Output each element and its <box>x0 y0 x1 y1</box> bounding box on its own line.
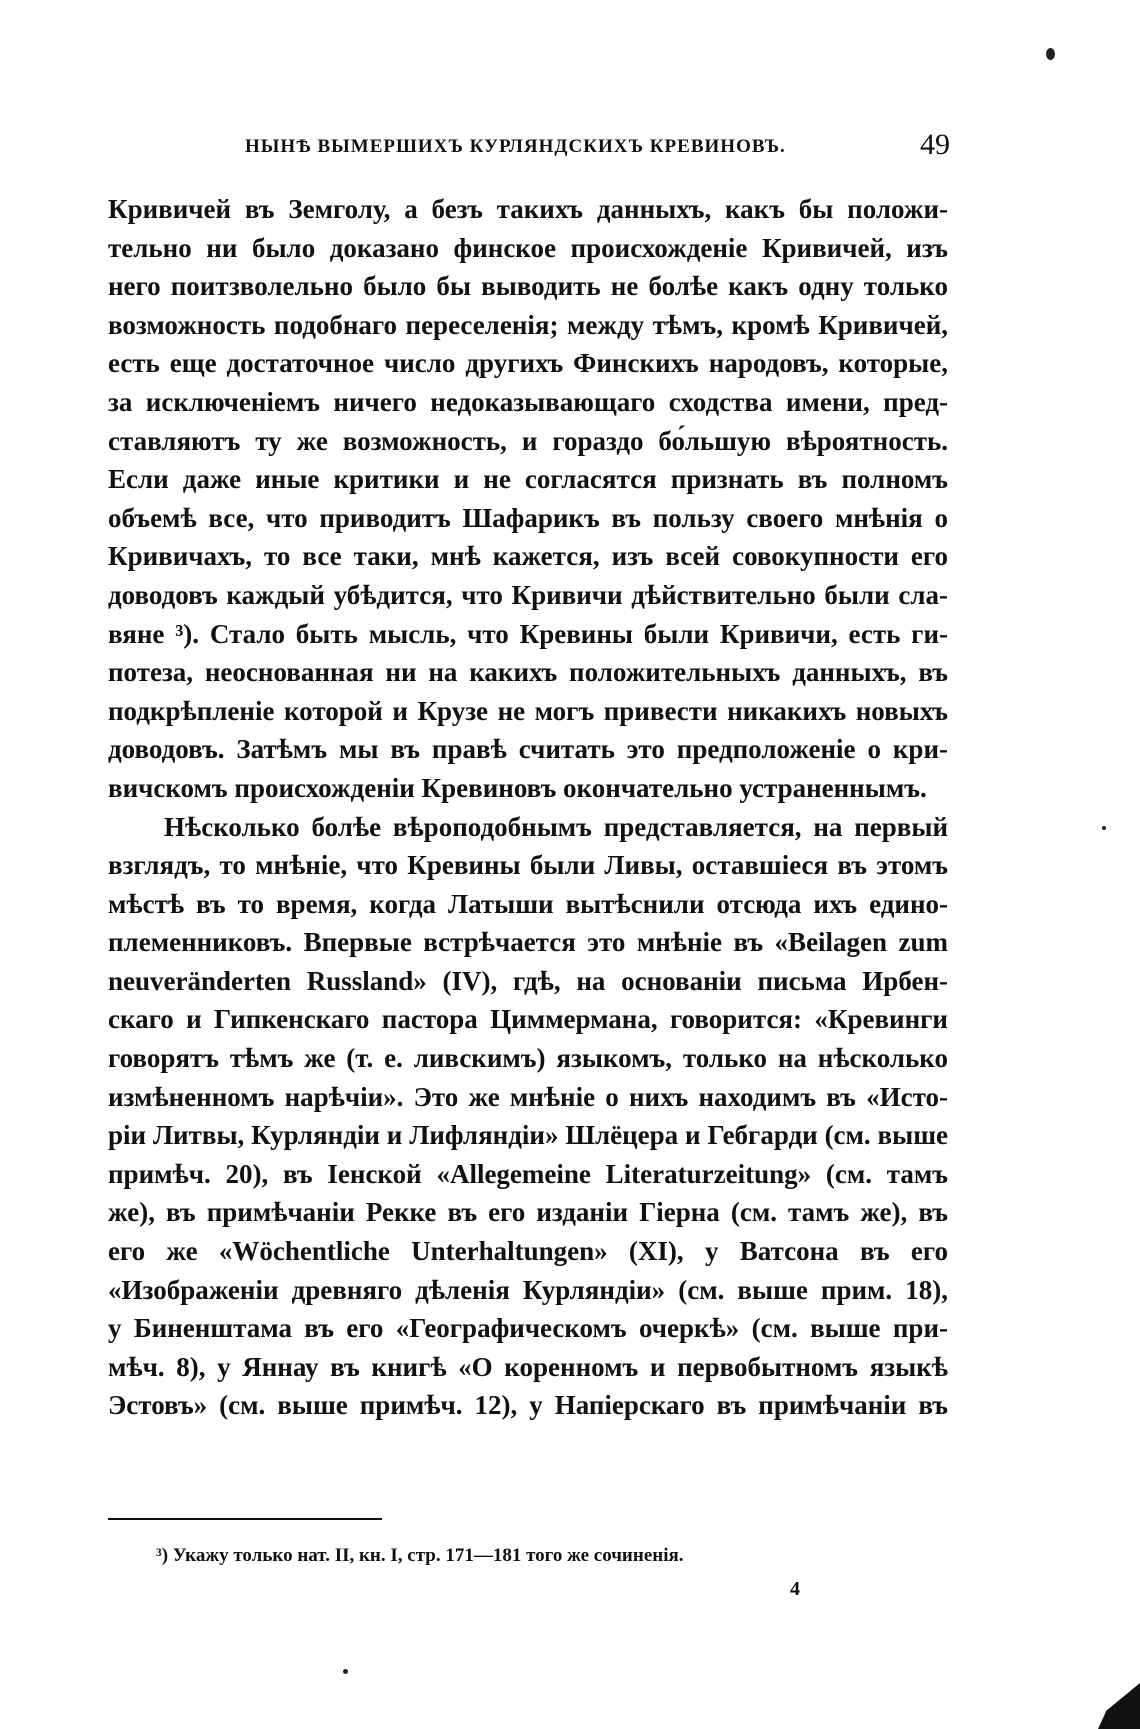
text-line: доводовъ каждый убѣдится, что Кривичи дѣйствительно были сла- <box>108 579 948 610</box>
text-line: говорятъ тѣмъ же (т. е. ливскимъ) языкомъ, только на нѣсколько <box>108 1043 948 1074</box>
text-line: Кривичей въ Земголу, а безъ такихъ данныхъ, какъ бы положи- <box>108 194 948 224</box>
text-line: «Изображеніи древняго дѣленія Курляндіи» (см. выше прим. 18), <box>108 1274 948 1305</box>
text-line: neuveränderten Russland» (IV), гдѣ, на основаніи письма Ирбен- <box>108 965 948 996</box>
body-text <box>108 190 948 1425</box>
paragraph-first-line: Нѣсколько болѣе вѣроподобнымъ представляется, на первый <box>164 811 948 842</box>
scan-edge-shadow <box>1098 1683 1140 1729</box>
text-line: Кривичахъ, то все таки, мнѣ кажется, изъ всей совокупности его <box>108 541 948 572</box>
running-head <box>110 128 950 168</box>
text-line: тельно ни было доказано финское происхожденіе Кривичей, изъ <box>108 232 948 263</box>
text-line: возможность подобнаго переселенія; между тѣмъ, кромѣ Кривичей, <box>108 309 948 340</box>
text-line: племенниковъ. Впервые встрѣчается это мнѣніе въ «Beilagen zum <box>108 927 948 958</box>
text-line: доводовъ. Затѣмъ мы въ правѣ считать это предположеніе о кри- <box>108 734 948 765</box>
page-number: 49 <box>920 128 950 161</box>
text-line: ріи Литвы, Курляндіи и Лифляндіи» Шлёцера и Гебгарди (см. выше <box>108 1120 948 1151</box>
text-line: есть еще достаточное число другихъ Финскихъ народовъ, которые, <box>108 348 948 379</box>
footnote: ³) Укажу только нат. II, кн. I, стр. 171—181 того же сочиненія. <box>156 1545 684 1566</box>
text-line: мѣстѣ въ то время, когда Латыши вытѣснили отсюда ихъ едино- <box>108 888 948 919</box>
text-line: объемѣ все, что приводитъ Шафарикъ въ пользу своего мнѣнія о <box>108 502 948 533</box>
text-line: взглядъ, то мнѣніе, что Кревины были Ливы, оставшіеся въ этомъ <box>108 850 948 881</box>
text-line: же), въ примѣчаніи Рекке въ его изданіи Гіерна (см. тамъ же), въ <box>108 1197 948 1228</box>
text-line: его же «Wöchentliche Unterhaltungen» (XI), у Ватсона въ его <box>108 1236 948 1267</box>
text-line: Эстовъ» (см. выше примѣч. 12), у Напіерскаго въ примѣчаніи въ <box>108 1390 948 1421</box>
text-line: мѣч. 8), у Яннау въ книгѣ «О коренномъ и первобытномъ языкѣ <box>108 1351 948 1382</box>
text-line: скаго и Гипкенскаго пастора Циммермана, говорится: «Кревинги <box>108 1004 948 1035</box>
text-line: измѣненномъ нарѣчіи». Это же мнѣніе о нихъ находимъ въ «Исто- <box>108 1081 948 1112</box>
text-line: за исключеніемъ ничего недоказывающаго сходства имени, пред- <box>108 386 948 417</box>
ink-speck <box>1102 826 1106 830</box>
text-line: примѣч. 20), въ Іенской «Allegemeine Literaturzeitung» (см. тамъ <box>108 1158 948 1189</box>
text-line: Если даже иные критики и не согласятся признать въ полномъ <box>108 464 948 495</box>
running-title: НЫНѢ ВЫМЕРШИХЪ КУРЛЯНДСКИХЪ КРЕВИНОВЪ. <box>245 136 786 157</box>
text-line: у Биненштама въ его «Географическомъ очеркѣ» (см. выше при- <box>108 1313 948 1344</box>
text-line: вяне ³). Стало быть мысль, что Кревины были Кривичи, есть ги- <box>108 618 948 649</box>
text-line: потеза, неоснованная ни на какихъ положительныхъ данныхъ, въ <box>108 657 948 688</box>
ink-speck <box>1046 48 1055 60</box>
footnote-rule <box>108 1518 382 1520</box>
text-line: подкрѣпленіе которой и Крузе не могъ привести никакихъ новыхъ <box>108 695 948 726</box>
text-line: него поитзволельно было бы выводить не болѣе какъ одну только <box>108 271 948 302</box>
text-line: ставляютъ ту же возможность, и гораздо бо́льшую вѣроятность. <box>108 425 948 456</box>
paragraph-last-line: вичскомъ происхожденіи Кревиновъ окончательно устраненнымъ. <box>108 772 927 803</box>
signature-mark: 4 <box>790 1578 800 1600</box>
ink-speck <box>343 1669 348 1674</box>
